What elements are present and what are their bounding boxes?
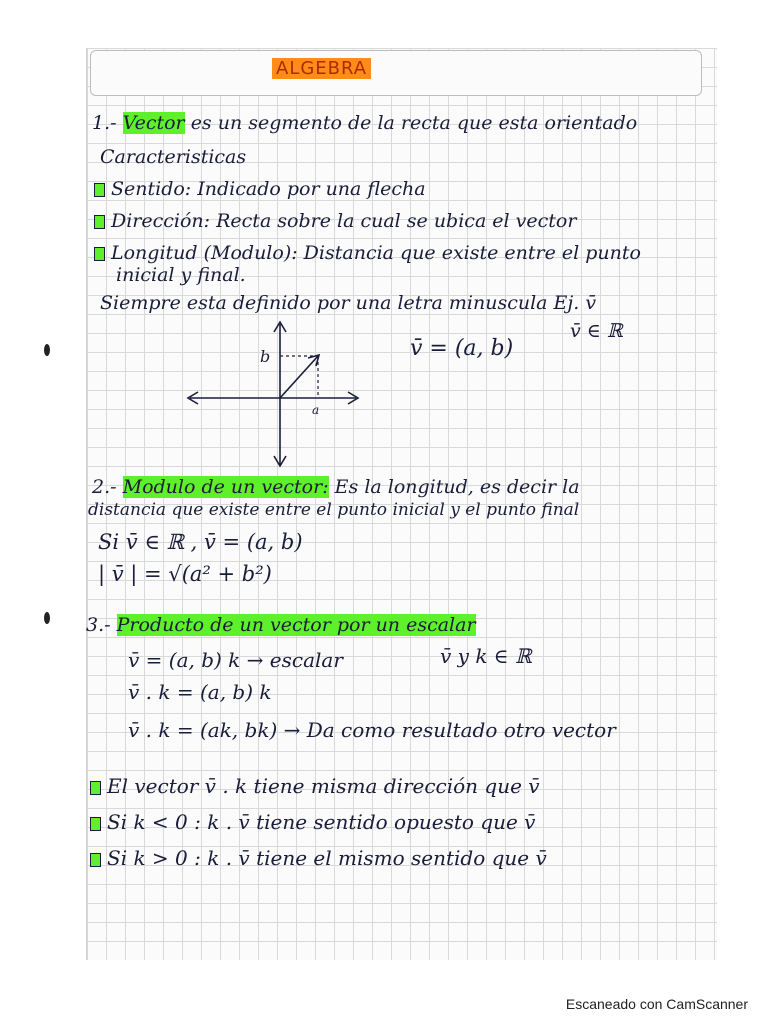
highlighted-term: Producto de un vector por un escalar [116,614,476,636]
bullet-marker [90,781,101,795]
math-expression: Si v̄ ∈ ℝ , v̄ = (a, b) [98,530,303,554]
bullet-item: Si k > 0 : k . v̄ tiene el mismo sentido que v̄ [90,846,547,870]
section-2-line [92,476,580,498]
scanner-watermark: Escaneado con CamScanner [565,996,748,1012]
page-title: ALGEBRA [272,58,371,79]
text-line: Siempre esta definido por una letra minuscula Ej. v̄ [100,292,597,314]
section-number: 1.- [92,112,117,134]
text-line: inicial y final. [116,264,246,286]
bullet-item: El vector v̄ . k tiene misma dirección que v̄ [90,774,540,798]
highlighted-term: Vector [122,112,185,134]
bullet-marker [94,183,105,197]
axis-label-b: b [260,347,271,366]
vector-line [280,356,318,398]
bullet-item: Si k < 0 : k . v̄ tiene sentido opuesto que v̄ [90,810,535,834]
characteristics-heading: Caracteristicas [100,146,247,168]
definition-text: es un segmento de la recta que esta orientado [190,112,638,134]
section-number: 3.- [86,614,111,636]
definition-text: Es la longitud, es decir la [334,476,580,498]
axis-label-a: a [312,403,320,417]
vector-diagram [180,318,370,470]
section-3-line [86,614,476,636]
bullet-marker [90,853,101,867]
bullet-item: Dirección: Recta sobre la cual se ubica el vector [94,210,576,232]
bullet-marker [90,817,101,831]
bullet-item: Longitud (Modulo): Distancia que existe entre el punto [94,242,641,264]
math-expression: v̄ . k = (ak, bk) → Da como resultado otro vector [128,718,616,742]
punch-hole-mark [44,344,50,356]
bullet-marker [94,215,105,229]
highlighted-term: Modulo de un vector: [122,476,329,498]
section-number: 2.- [92,476,117,498]
math-expression: v̄ = (a, b) k → escalar [128,648,343,672]
math-expression: v̄ = (a, b) [410,336,514,361]
bullet-marker [94,247,105,261]
text-line: distancia que existe entre el punto inicial y el punto final [88,500,580,520]
math-expression: v̄ ∈ ℝ [570,320,623,342]
punch-hole-mark [44,612,50,624]
math-expression: v̄ . k = (a, b) k [128,680,272,704]
math-expression: v̄ y k ∈ ℝ [440,644,532,668]
title-box [90,50,702,96]
math-expression: | v̄ | = √(a² + b²) [98,562,272,586]
bullet-item: Sentido: Indicado por una flecha [94,178,426,200]
section-1-line [92,112,637,134]
